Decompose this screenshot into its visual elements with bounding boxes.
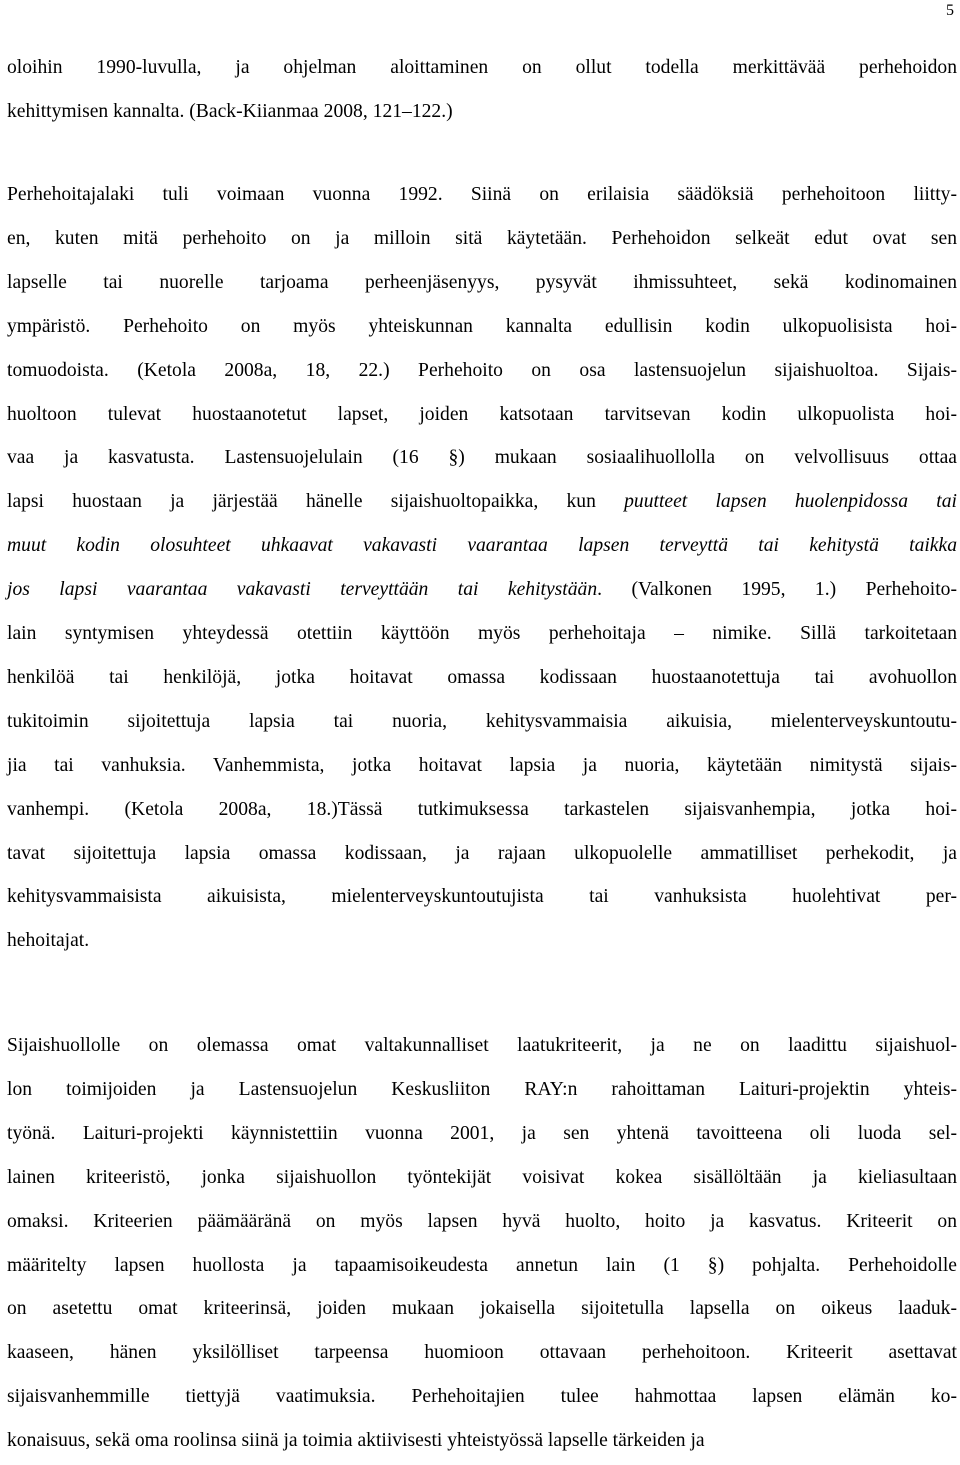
text-span: oloihin 1990-luvulla, ja ohjelman aloittaminen on ollut todella merkittävää perhehoidon [7,57,957,78]
text-line [7,1166,957,1190]
text-span: konaisuus, sekä oma roolinsa siinä ja toimia aktiivisesti yhteistyössä lapselle tärkeiden ja [7,1430,705,1452]
text-line [7,622,957,646]
text-line [7,403,957,427]
text-span: kaaseen, hänen yksilölliset tarpeensa huomioon ottavaan perhehoitoon. Kriteerit asettavat [7,1342,957,1364]
text-span: vaa ja kasvatusta. Lastensuojelulain (16 §) mukaan sosiaalihuollolla on velvollisuus ottaa [7,447,957,469]
page-number: 5 [946,2,954,19]
text-span: Sijaishuollolle on olemassa omat valtakunnalliset laatukriteerit, ja ne on laadittu sijaishuol- [7,1035,957,1056]
text-line [7,227,957,251]
text-span: lapsi huostaan ja järjestää hänelle sijaishuoltopaikka, kun [7,491,625,513]
text-span: sijaisvanhemmille tiettyjä vaatimuksia. Perhehoitajien tulee hahmottaa lapsen elämän ko- [7,1386,957,1408]
text-line [7,271,957,295]
text-line [7,710,957,734]
italic-text: jos lapsi vaarantaa vakavasti terveyttään tai kehitystään [7,579,598,601]
text-span: työnä. Laituri-projekti käynnistettiin vuonna 2001, ja sen yhtenä tavoitteena oli luoda sel- [7,1122,957,1144]
text-line [7,534,957,558]
text-line [7,1297,957,1321]
text-span: kehittymisen kannalta. (Back-Kiianmaa 2008, 121–122.) [7,100,453,122]
text-line [7,100,957,124]
text-span: lain syntymisen yhteydessä otettiin käyttöön myös perhehoitaja – nimike. Sillä tarkoitetaan [7,623,957,644]
text-line [7,1122,957,1146]
text-line [7,183,957,207]
text-span: huoltoon tulevat huostaanotetut lapset, joiden katsotaan tarvitsevan kodin ulkopuolista hoi- [7,403,957,425]
text-span: jia tai vanhuksia. Vanhemmista, jotka hoitavat lapsia ja nuoria, käytetään nimitystä sijais- [7,754,957,776]
text-span: Perhehoitajalaki tuli voimaan vuonna 1992. Siinä on erilaisia säädöksiä perhehoitoon liitty- [7,184,957,205]
text-span: hehoitajat. [7,930,90,952]
text-line [7,929,957,953]
text-span: lon toimijoiden ja Lastensuojelun Keskusliiton RAY:n rahoittaman Laituri-projektin yhteis- [7,1078,957,1100]
text-line [7,578,957,602]
italic-text: muut kodin olosuhteet uhkaavat vakavasti vaarantaa lapsen terveyttä tai kehitystä taikka [7,535,957,557]
text-span: kehitysvammaisista aikuisista, mielenterveyskuntoutujista tai vanhuksista huolehtivat per- [7,886,957,908]
text-line [7,1429,957,1453]
text-span: tukitoimin sijoitettuja lapsia tai nuoria, kehitysvammaisia aikuisia, mielenterveyskuntoutu- [7,710,957,732]
text-span: . (Valkonen 1995, 1.) Perhehoito- [597,579,957,601]
text-span: henkilöä tai henkilöjä, jotka hoitavat omassa kodissaan huostaanotettuja tai avohuollon [7,666,957,688]
text-line [7,359,957,383]
text-span: tomuodoista. (Ketola 2008a, 18, 22.) Perhehoito on osa lastensuojelun sijaishuoltoa. Sijais- [7,359,957,381]
text-span: en, kuten mitä perhehoito on ja milloin sitä käytetään. Perhehoidon selkeät edut ovat sen [7,227,957,249]
text-line [7,1385,957,1409]
text-span: on asetettu omat kriteerinsä, joiden mukaan jokaisella sijoitetulla lapsella on oikeus laaduk- [7,1298,957,1320]
text-line [7,56,957,80]
text-line [7,1034,957,1058]
text-line [7,1341,957,1365]
text-line [7,1210,957,1234]
text-line [7,446,957,470]
text-span: tavat sijoitettuja lapsia omassa kodissaan, ja rajaan ulkopuolelle ammatilliset perhekodit, ja [7,842,957,864]
text-line [7,490,957,514]
text-line [7,754,957,778]
text-line [7,885,957,909]
text-span: omaksi. Kriteerien päämääränä on myös lapsen hyvä huolto, hoito ja kasvatus. Kriteerit on [7,1210,957,1232]
text-span: lainen kriteeristö, jonka sijaishuollon työntekijät voisivat kokea sisällöltään ja kieliasultaan [7,1166,957,1188]
text-span: vanhempi. (Ketola 2008a, 18.)Tässä tutkimuksessa tarkastelen sijaisvanhempia, jotka hoi- [7,798,957,820]
text-line [7,1254,957,1278]
text-line [7,798,957,822]
text-line [7,842,957,866]
italic-text: puutteet lapsen huolenpidossa tai [624,491,957,513]
text-span: määritelty lapsen huollosta ja tapaamisoikeudesta annetun lain (1 §) pohjalta. Perhehoidolle [7,1254,957,1276]
text-span: ympäristö. Perhehoito on myös yhteiskunnan kannalta edullisin kodin ulkopuolisista hoi- [7,315,957,337]
text-span: lapselle tai nuorelle tarjoama perheenjäsenyys, pysyvät ihmissuhteet, sekä kodinomainen [7,271,957,293]
text-line [7,1078,957,1102]
text-line [7,315,957,339]
text-line [7,666,957,690]
